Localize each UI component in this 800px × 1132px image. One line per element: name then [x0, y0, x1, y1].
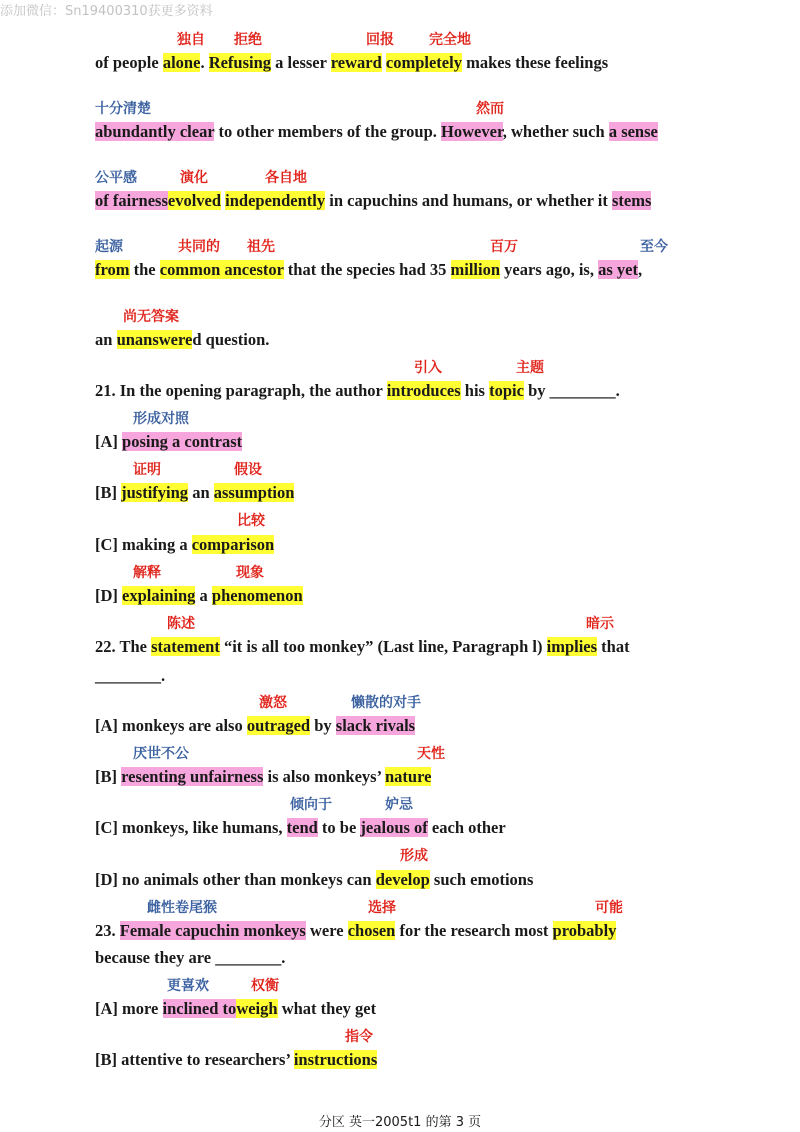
- note: 拒绝: [234, 32, 262, 48]
- text: d question.: [192, 330, 270, 349]
- question-22-option-c: [95, 818, 506, 838]
- note: 比较: [237, 513, 265, 529]
- highlight: from: [95, 260, 130, 279]
- note: 祖先: [247, 239, 275, 255]
- note: 暗示: [586, 616, 614, 632]
- highlight: unanswere: [116, 330, 193, 349]
- highlight: reward: [330, 53, 382, 72]
- highlight: implies: [546, 637, 598, 656]
- text: [D] no animals other than monkeys can: [95, 870, 376, 889]
- highlight: a sense: [608, 122, 658, 141]
- text: to be: [317, 818, 361, 837]
- highlight: common ancestor: [159, 260, 284, 279]
- note: 起源: [95, 239, 123, 255]
- question-21-stem: [95, 381, 620, 401]
- highlight: of fairness: [95, 191, 168, 210]
- highlight: abundantly clear: [95, 122, 215, 141]
- note: 至今: [640, 239, 668, 255]
- text: .: [200, 53, 209, 72]
- text: ,: [637, 260, 643, 279]
- question-23-option-a: [95, 999, 376, 1019]
- text: [C] monkeys, like humans,: [95, 818, 287, 837]
- passage-line-3: [95, 191, 651, 211]
- note: 陈述: [167, 616, 195, 632]
- highlight: as yet: [598, 260, 638, 279]
- text: by: [310, 716, 336, 735]
- note: 形成对照: [133, 411, 189, 427]
- passage-line-2: [95, 122, 658, 142]
- text: an: [188, 483, 214, 502]
- text: such emotions: [429, 870, 534, 889]
- note: 天性: [417, 746, 445, 762]
- text: 23.: [95, 921, 120, 940]
- highlight: resenting unfairness: [121, 767, 264, 786]
- question-21-option-b: [95, 483, 294, 503]
- text: years ago, is,: [500, 260, 599, 279]
- question-23-stem-continued: because they are ________.: [95, 948, 286, 967]
- note: 尚无答案: [123, 309, 179, 325]
- highlight: introduces: [386, 381, 461, 400]
- highlight: Refusing: [208, 53, 272, 72]
- highlight: nature: [385, 767, 432, 786]
- note: 假设: [234, 462, 262, 478]
- text: the: [129, 260, 160, 279]
- text: [A]: [95, 432, 123, 451]
- note: 解释: [133, 565, 161, 581]
- text: [D]: [95, 586, 123, 605]
- text: 22. The: [95, 637, 152, 656]
- highlight: million: [450, 260, 501, 279]
- text: is also monkeys’: [263, 767, 385, 786]
- highlight: slack rivals: [335, 716, 416, 735]
- highlight: develop: [375, 870, 430, 889]
- text: a: [195, 586, 212, 605]
- highlight: Female capuchin monkeys: [119, 921, 306, 940]
- note: 权衡: [251, 978, 279, 994]
- highlight: inclined to: [162, 999, 237, 1018]
- highlight: tend: [286, 818, 318, 837]
- highlight: posing a contrast: [122, 432, 243, 451]
- text: [A] monkeys are also: [95, 716, 247, 735]
- highlight: probably: [552, 921, 617, 940]
- highlight: comparison: [191, 535, 275, 554]
- text: what they get: [277, 999, 377, 1018]
- highlight: assumption: [213, 483, 295, 502]
- note: 百万: [490, 239, 518, 255]
- highlight: statement: [151, 637, 220, 656]
- highlight: independently: [225, 191, 326, 210]
- highlight: stems: [611, 191, 652, 210]
- text: “it is all too monkey” (Last line, Paragraph l): [219, 637, 547, 656]
- note: 选择: [368, 900, 396, 916]
- highlight: jealous of: [360, 818, 428, 837]
- note: 形成: [400, 848, 428, 864]
- note: 演化: [180, 170, 208, 186]
- text: an: [95, 330, 117, 349]
- highlight: instructions: [293, 1050, 378, 1069]
- highlight: completely: [385, 53, 462, 72]
- note: 完全地: [429, 32, 471, 48]
- text: that: [597, 637, 630, 656]
- passage-line-1: [95, 53, 608, 73]
- highlight: evolved: [167, 191, 222, 210]
- note: 现象: [236, 565, 264, 581]
- text: makes these feelings: [461, 53, 609, 72]
- text: 21. In the opening paragraph, the author: [95, 381, 387, 400]
- note: 回报: [366, 32, 394, 48]
- note: 独自: [177, 32, 205, 48]
- question-21-option-d: [95, 586, 303, 606]
- question-23-stem: [95, 921, 616, 941]
- highlight: chosen: [347, 921, 396, 940]
- note: 激怒: [259, 695, 287, 711]
- note: 各自地: [265, 170, 307, 186]
- text: a lesser: [271, 53, 331, 72]
- text: in capuchins and humans, or whether it: [325, 191, 612, 210]
- highlight: phenomenon: [211, 586, 303, 605]
- text: , whether such: [502, 122, 609, 141]
- note: 共同的: [178, 239, 220, 255]
- note: 引入: [414, 360, 442, 376]
- highlight: However: [441, 122, 503, 141]
- question-23-option-b: [95, 1050, 377, 1070]
- question-22-option-b: [95, 767, 431, 787]
- text: of people: [95, 53, 163, 72]
- text: for the research most: [395, 921, 553, 940]
- text: [B] attentive to researchers’: [95, 1050, 294, 1069]
- note: 主题: [516, 360, 544, 376]
- note: 懒散的对手: [351, 695, 421, 711]
- text: [A] more: [95, 999, 163, 1018]
- note: 可能: [595, 900, 623, 916]
- question-22-option-d: [95, 870, 533, 890]
- watermark: 添加微信：Sn19400310获更多资料: [0, 4, 213, 19]
- highlight: outraged: [246, 716, 311, 735]
- note: 证明: [133, 462, 161, 478]
- note: 公平感: [95, 170, 137, 186]
- question-22-stem-continued: ________.: [95, 666, 166, 685]
- passage-line-5: [95, 330, 269, 350]
- note: 然而: [476, 101, 504, 117]
- note: 更喜欢: [167, 978, 209, 994]
- note: 厌世不公: [133, 746, 189, 762]
- note: 十分清楚: [95, 101, 151, 117]
- text: by ________.: [523, 381, 620, 400]
- text: were: [305, 921, 348, 940]
- question-21-option-a: [95, 432, 242, 452]
- note: 倾向于: [290, 797, 332, 813]
- passage-line-4: [95, 260, 642, 280]
- text: [B]: [95, 483, 122, 502]
- note: 指令: [345, 1029, 373, 1045]
- text: that the species had 35: [283, 260, 451, 279]
- question-21-option-c: [95, 535, 274, 555]
- text: each other: [427, 818, 506, 837]
- highlight: explaining: [122, 586, 196, 605]
- note: 雌性卷尾猴: [147, 900, 217, 916]
- text: to other members of the group.: [214, 122, 442, 141]
- highlight: topic: [489, 381, 524, 400]
- text: [B]: [95, 767, 122, 786]
- question-22-stem: [95, 637, 630, 657]
- question-22-option-a: [95, 716, 415, 736]
- text: his: [460, 381, 490, 400]
- text: [C] making a: [95, 535, 192, 554]
- highlight: weigh: [236, 999, 278, 1018]
- highlight: justifying: [121, 483, 189, 502]
- highlight: alone: [162, 53, 201, 72]
- page-footer: 分区 英一2005t1 的第 3 页: [318, 1115, 482, 1130]
- note: 妒忌: [385, 797, 413, 813]
